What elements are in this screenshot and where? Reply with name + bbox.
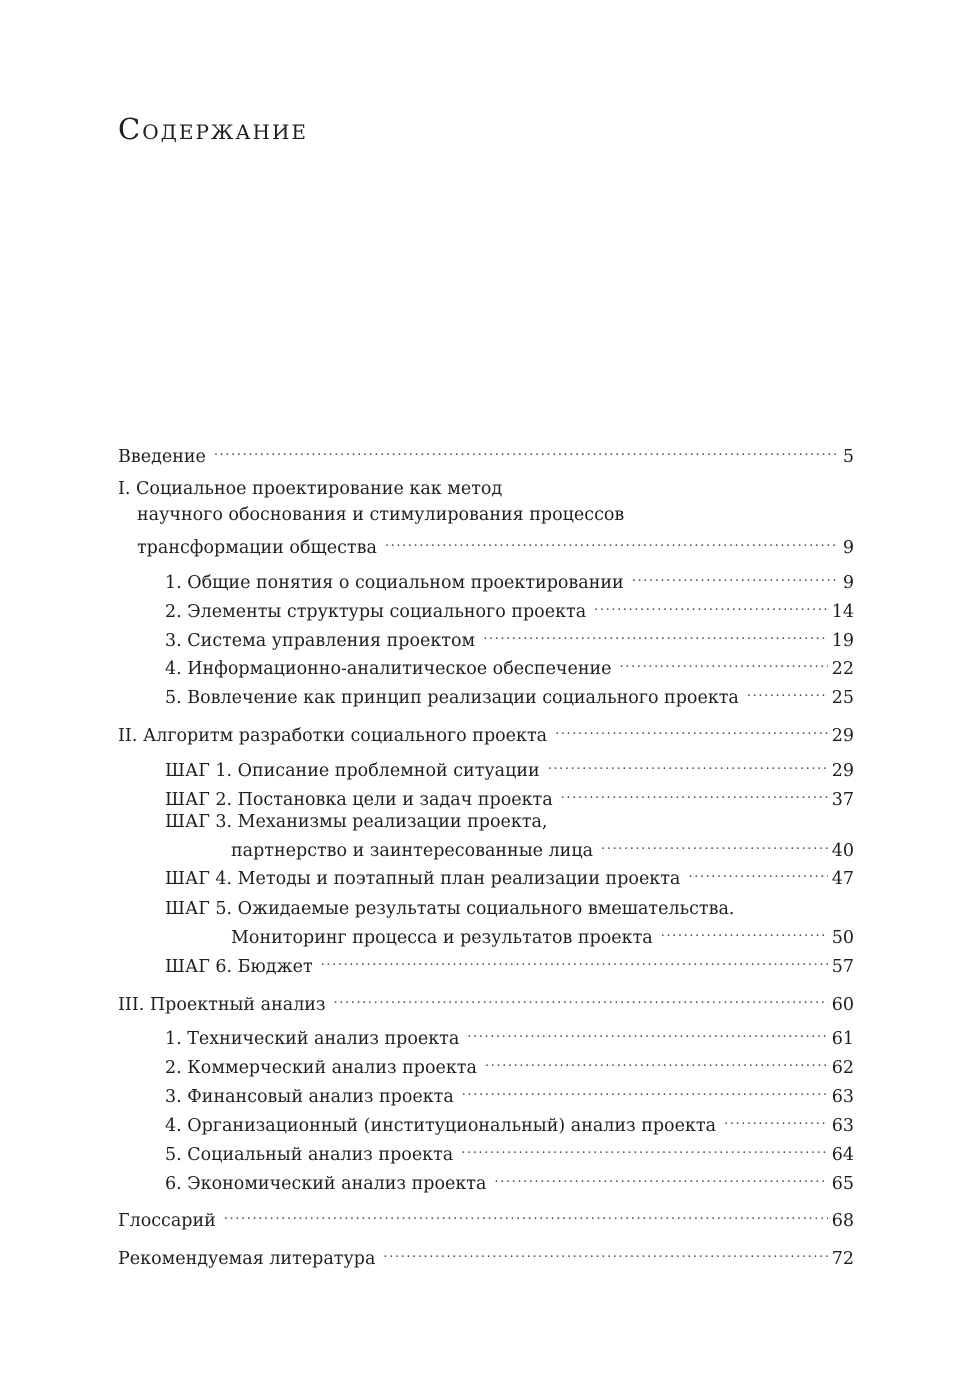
toc-entry-page: 29 [831, 761, 854, 781]
toc-entry-part3-item-1[interactable] [165, 1020, 854, 1049]
leader-dots [214, 438, 839, 462]
leader-dots [321, 948, 828, 972]
leader-dots [548, 752, 828, 776]
toc-entry-page: 68 [831, 1211, 854, 1231]
leader-dots [462, 1078, 828, 1102]
toc-entry-step-6[interactable] [165, 948, 854, 977]
leader-dots [601, 832, 828, 856]
leader-dots [688, 860, 827, 884]
toc-entry-label: ШАГ 2. Постановка цели и задач проекта [165, 790, 553, 810]
leader-dots [467, 1020, 827, 1044]
toc-entry-step-3[interactable] [231, 832, 854, 861]
toc-entry-label: партнерство и заинтересованные лица [231, 841, 594, 861]
toc-entry-part1-item-2[interactable] [165, 593, 854, 622]
toc-part1-line2[interactable]: научного обоснования и стимулирования процессов [137, 505, 625, 525]
toc-entry-label: 4. Организационный (институциональный) анализ проекта [165, 1116, 717, 1136]
toc-entry-step-1[interactable] [165, 752, 854, 781]
toc-entry-part3-item-2[interactable] [165, 1049, 854, 1078]
leader-dots [620, 650, 828, 674]
toc-entry-page: 62 [831, 1058, 854, 1078]
toc-part1-line1[interactable]: I. Социальное проектирование как метод [118, 479, 503, 499]
toc-entry-label: 1. Технический анализ проекта [165, 1029, 460, 1049]
page-title: Содержание [118, 112, 309, 146]
leader-dots [461, 1136, 827, 1160]
toc-entry-label: Рекомендуемая литература [118, 1249, 376, 1269]
leader-dots [383, 1240, 827, 1264]
toc-entry-label: 6. Экономический анализ проекта [165, 1174, 487, 1194]
toc-entry-step-2[interactable] [165, 781, 854, 810]
toc-entry-page: 40 [831, 841, 854, 861]
toc-entry-page: 47 [831, 869, 854, 889]
toc-entry-page: 61 [831, 1029, 854, 1049]
toc-entry-part3-item-5[interactable] [165, 1136, 854, 1165]
toc-entry-page: 19 [831, 631, 854, 651]
toc-entry-label: Мониторинг процесса и результатов проекта [231, 928, 653, 948]
leader-dots [594, 593, 828, 617]
toc-entry-page: 50 [831, 928, 854, 948]
toc-entry-part3-item-3[interactable] [165, 1078, 854, 1107]
toc-entry-step-4[interactable] [165, 860, 854, 889]
toc-entry-literature[interactable] [118, 1240, 854, 1269]
toc-entry-page: 22 [831, 659, 854, 679]
toc-entry-label: 5. Вовлечение как принцип реализации социального проекта [165, 688, 739, 708]
toc-entry-part1-item-5[interactable] [165, 679, 854, 708]
toc-entry-page: 63 [831, 1116, 854, 1136]
toc-entry-page: 60 [831, 995, 854, 1015]
toc-entry-page: 65 [831, 1174, 854, 1194]
toc-entry-page: 5 [842, 447, 854, 467]
toc-entry-label: 5. Социальный анализ проекта [165, 1145, 454, 1165]
toc-entry-page: 63 [831, 1087, 854, 1107]
toc-entry-page: 14 [831, 602, 854, 622]
leader-dots [224, 1202, 828, 1226]
toc-entry-intro[interactable] [118, 438, 854, 467]
leader-dots [494, 1165, 827, 1189]
toc-entry-label: 3. Финансовый анализ проекта [165, 1087, 454, 1107]
toc-entry-label: 2. Элементы структуры социального проекта [165, 602, 587, 622]
toc-entry-part3-item-4[interactable] [165, 1107, 854, 1136]
toc-entry-label: ШАГ 4. Методы и поэтапный план реализации проекта [165, 869, 681, 889]
toc-entry-label: ШАГ 1. Описание проблемной ситуации [165, 761, 540, 781]
toc-entry-part1-item-4[interactable] [165, 650, 854, 679]
leader-dots [385, 529, 839, 553]
toc-entry-page: 29 [831, 726, 854, 746]
toc-entry-part2[interactable] [118, 717, 854, 746]
toc-entry-page: 9 [842, 573, 854, 593]
leader-dots [334, 986, 828, 1010]
toc-entry-page: 37 [831, 790, 854, 810]
leader-dots [724, 1107, 828, 1131]
toc-entry-part3[interactable] [118, 986, 854, 1015]
toc-entry-label: 3. Система управления проектом [165, 631, 476, 651]
leader-dots [485, 1049, 828, 1073]
toc-step-3-line1[interactable]: ШАГ 3. Механизмы реализации проекта, [165, 812, 548, 832]
toc-entry-label: 1. Общие понятия о социальном проектировании [165, 573, 624, 593]
toc-entry-label: ШАГ 6. Бюджет [165, 957, 313, 977]
leader-dots [555, 717, 828, 741]
toc-entry-label: Глоссарий [118, 1211, 216, 1231]
toc-entry-part1-item-3[interactable] [165, 622, 854, 651]
toc-step-5-line1[interactable]: ШАГ 5. Ожидаемые результаты социального вмешательства. [165, 899, 735, 919]
toc-entry-label: трансформации общества [137, 538, 377, 558]
toc-entry-step-5[interactable] [231, 919, 854, 948]
toc-entry-part1-item-1[interactable] [165, 564, 854, 593]
toc-entry-label: 2. Коммерческий анализ проекта [165, 1058, 477, 1078]
toc-entry-page: 25 [831, 688, 854, 708]
toc-entry-page: 57 [831, 957, 854, 977]
leader-dots [747, 679, 828, 703]
toc-entry-label: Введение [118, 447, 206, 467]
toc-entry-label: III. Проектный анализ [118, 995, 326, 1015]
toc-entry-page: 64 [831, 1145, 854, 1165]
toc-entry-page: 72 [831, 1249, 854, 1269]
leader-dots [483, 622, 828, 646]
leader-dots [561, 781, 828, 805]
toc-entry-label: 4. Информационно-аналитическое обеспечение [165, 659, 612, 679]
leader-dots [661, 919, 828, 943]
toc-entry-page: 9 [842, 538, 854, 558]
toc-entry-glossary[interactable] [118, 1202, 854, 1231]
toc-entry-part1[interactable] [137, 529, 854, 558]
leader-dots [632, 564, 839, 588]
toc-entry-part3-item-6[interactable] [165, 1165, 854, 1194]
toc-entry-label: II. Алгоритм разработки социального проекта [118, 726, 548, 746]
